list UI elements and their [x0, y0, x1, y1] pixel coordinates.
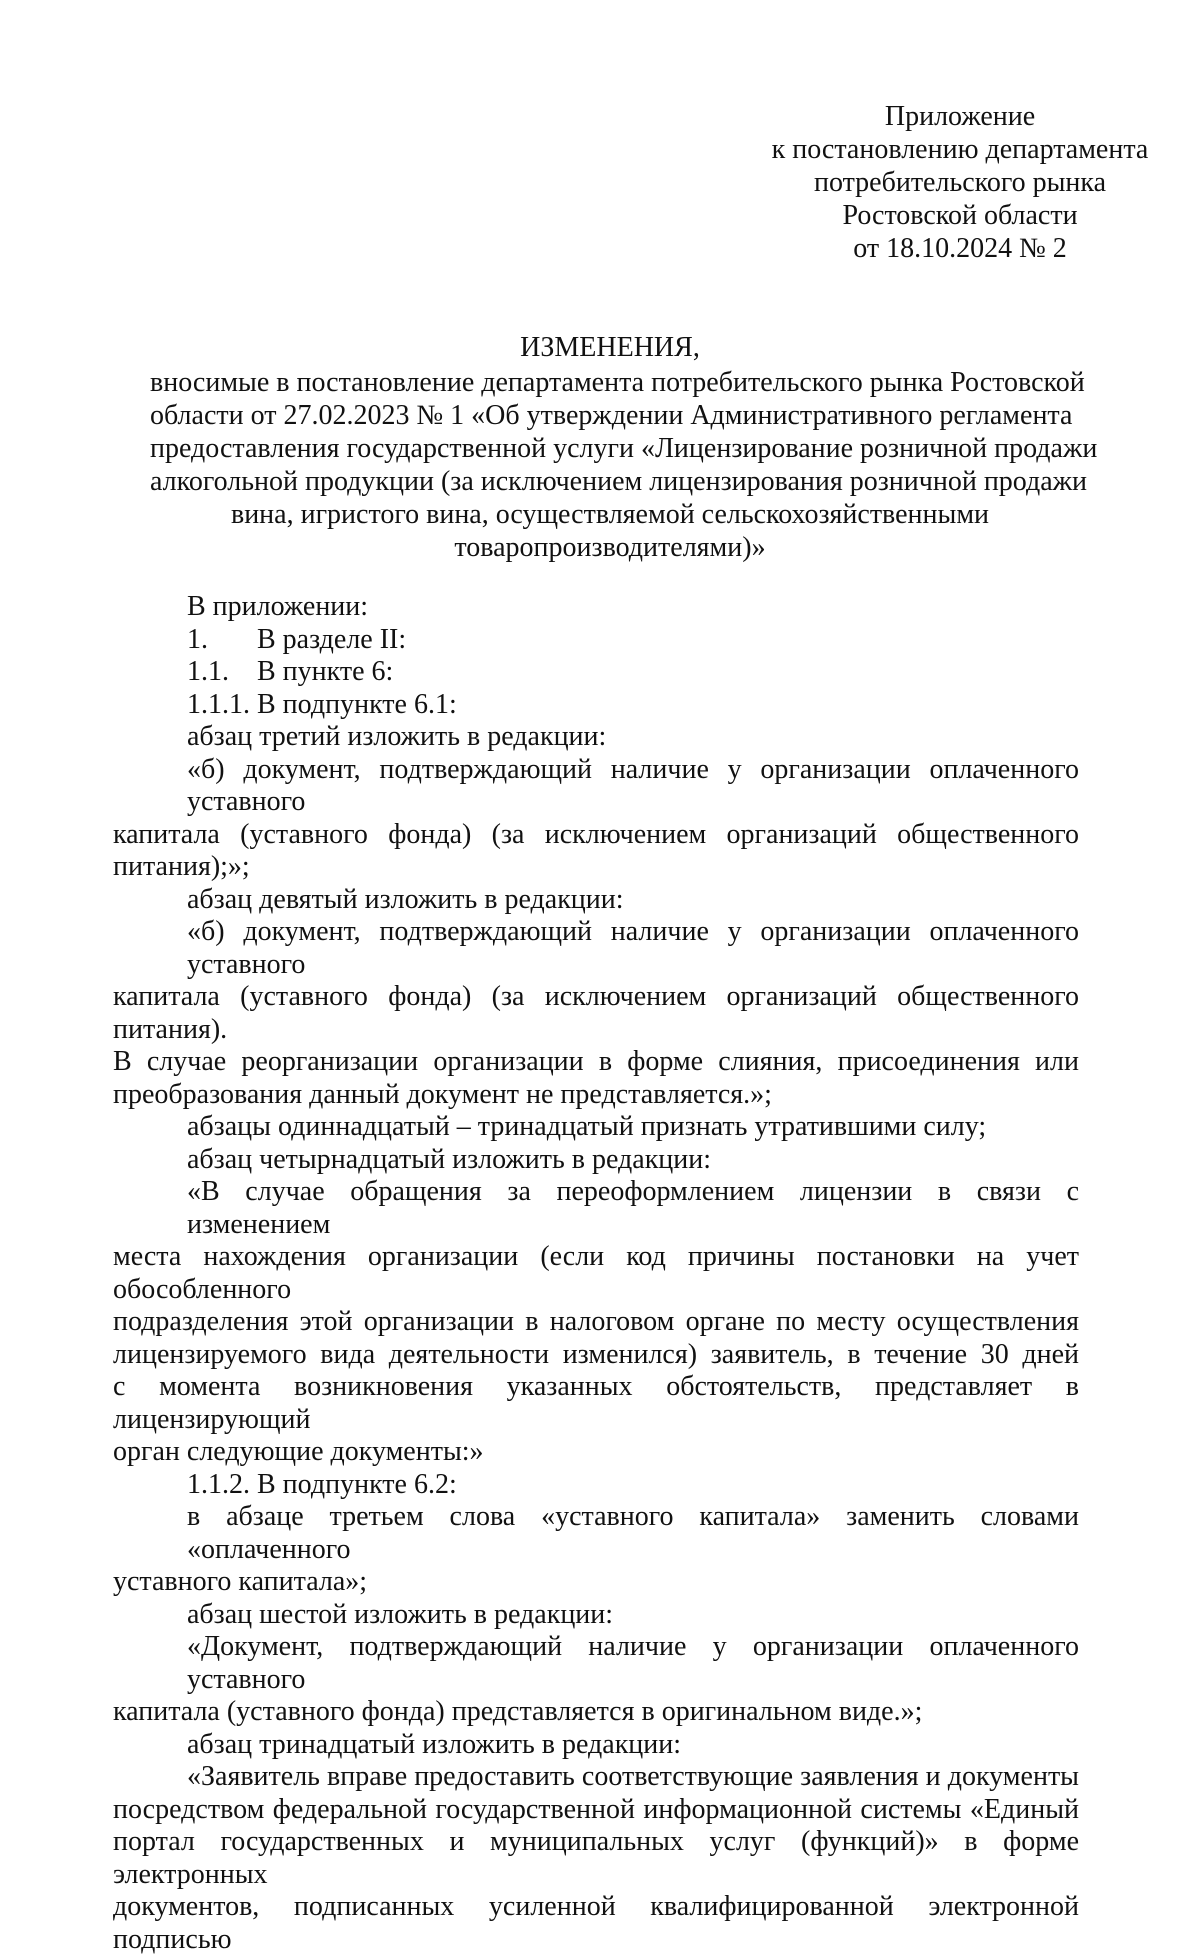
- list-item: [113, 656, 1079, 689]
- list-item: [113, 689, 1079, 722]
- document-body: [113, 591, 1079, 1956]
- paragraph-line: портал государственных и муниципальных услуг (функций)» в форме электронных: [113, 1826, 1079, 1890]
- list-item: [113, 624, 1079, 657]
- paragraph-line: «б) документ, подтверждающий наличие у организации оплаченного уставного: [187, 753, 1079, 817]
- paragraph-line: В случае реорганизации организации в форме слияния, присоединения или: [113, 1046, 1079, 1077]
- subtitle-line: алкогольной продукции (за исключением лицензирования розничной продажи: [150, 466, 1088, 497]
- document-subtitle: [150, 366, 1098, 564]
- paragraph: абзац шестой изложить в редакции:: [187, 1598, 614, 1630]
- subtitle-line: вносимые в постановление департамента потребительского рынка Ростовской: [150, 367, 1085, 398]
- paragraph: [113, 1761, 1079, 1956]
- approval-line: потребительского рынка: [813, 167, 1107, 198]
- item-number: 1.1.2.: [187, 1468, 250, 1500]
- item-number: 1.1.: [187, 656, 229, 687]
- paragraph: абзац тринадцатый изложить в редакции:: [187, 1728, 682, 1760]
- paragraph-line: документов, подписанных усиленной квалифицированной электронной подписью: [113, 1891, 1079, 1955]
- paragraph-line: уставного капитала»;: [113, 1566, 368, 1597]
- paragraph-line: посредством федеральной государственной информационной системы «Единый: [113, 1793, 1079, 1825]
- approval-line: Приложение: [884, 101, 1036, 132]
- document-title: ИЗМЕНЕНИЯ,: [520, 332, 700, 363]
- paragraph-line: «Заявитель вправе предоставить соответствующие заявления и документы: [187, 1761, 1079, 1792]
- paragraph: [113, 1501, 1079, 1599]
- paragraph: абзацы одиннадцатый – тринадцатый признать утратившими силу;: [187, 1111, 987, 1142]
- item-number: 1.: [187, 623, 208, 655]
- approval-line: Ростовской области: [842, 200, 1078, 231]
- item-text: В пункте 6:: [257, 656, 394, 687]
- item-number: 1.1.1.: [187, 688, 250, 720]
- item-text: В подпункте 6.2:: [257, 1468, 457, 1500]
- item-text: В подпункте 6.1:: [257, 688, 457, 720]
- subtitle-line: области от 27.02.2023 № 1 «Об утверждении Административного регламента: [150, 400, 1073, 431]
- approval-line: от 18.10.2024 № 2: [853, 233, 1067, 264]
- subtitle-line: предоставления государственной услуги «Лицензирование розничной продажи: [150, 433, 1098, 464]
- paragraph: [113, 1176, 1079, 1469]
- paragraph-line: «В случае обращения за переоформлением лицензии в связи с изменением: [187, 1176, 1079, 1240]
- paragraph-line: преобразования данный документ не представляется.»;: [113, 1078, 772, 1110]
- paragraph-line: лицензируемого вида деятельности изменился) заявитель, в течение 30 дней: [113, 1338, 1079, 1370]
- paragraph: [113, 754, 1079, 884]
- approval-block: [740, 100, 1180, 265]
- subtitle-line: товаропроизводителями)»: [454, 532, 766, 563]
- paragraph-line: капитала (уставного фонда) представляется в оригинальном виде.»;: [113, 1696, 923, 1727]
- paragraph-line: капитала (уставного фонда) (за исключением организаций общественного питания);»;: [113, 818, 1079, 882]
- intro-line: В приложении:: [187, 591, 369, 622]
- paragraph-line: орган следующие документы:»: [113, 1436, 484, 1467]
- paragraph-line: «Документ, подтверждающий наличие у организации оплаченного уставного: [187, 1631, 1079, 1695]
- paragraph-line: подразделения этой организации в налоговом органе по месту осуществления: [113, 1306, 1079, 1337]
- paragraph-line: места нахождения организации (если код причины постановки на учет обособленного: [113, 1241, 1079, 1305]
- paragraph-line: в абзаце третьем слова «уставного капитала» заменить словами «оплаченного: [187, 1501, 1079, 1565]
- paragraph: абзац третий изложить в редакции:: [187, 721, 607, 752]
- paragraph-line: с момента возникновения указанных обстоятельств, представляет в лицензирующий: [113, 1371, 1079, 1435]
- paragraph-line: капитала (уставного фонда) (за исключением организаций общественного питания).: [113, 981, 1079, 1045]
- approval-line: к постановлению департамента: [771, 134, 1149, 165]
- paragraph: [113, 916, 1079, 1111]
- list-item: [113, 1469, 1079, 1502]
- subtitle-line: вина, игристого вина, осуществляемой сельскохозяйственными: [230, 499, 990, 530]
- paragraph: абзац четырнадцатый изложить в редакции:: [187, 1143, 712, 1175]
- paragraph: [113, 1631, 1079, 1729]
- item-text: В разделе II:: [257, 623, 407, 655]
- paragraph-line: «б) документ, подтверждающий наличие у организации оплаченного уставного: [187, 916, 1079, 980]
- paragraph: абзац девятый изложить в редакции:: [187, 883, 624, 915]
